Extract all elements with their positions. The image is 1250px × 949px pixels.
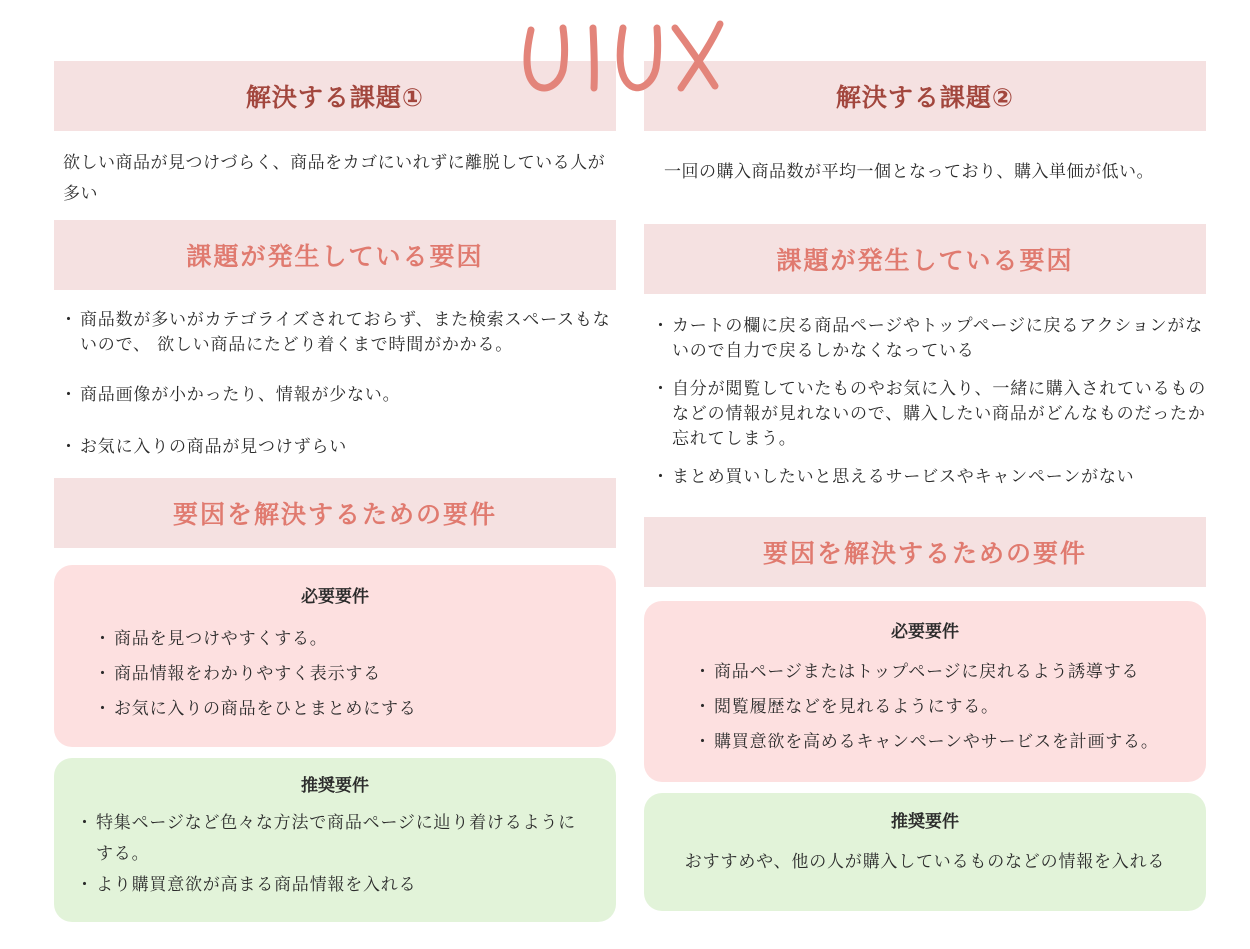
required-item: ・ 商品ページまたはトップページに戻れるよう誘導する [698, 655, 1159, 690]
factor-item: ・ 商品画像が小かったり、情報が少ない。 [64, 383, 612, 408]
required-list [698, 655, 1159, 760]
required-item: ・ 商品を見つけやすくする。 [98, 622, 417, 657]
issue-2-factors-list [656, 314, 1208, 490]
issue-2-title: 解決する課題② [644, 61, 1206, 131]
issue-1-factors-heading: 課題が発生している要因 [54, 220, 616, 290]
issue-2-recommended-box [644, 793, 1206, 911]
issue-1-recommended-box [54, 758, 616, 922]
issue-2-factors-heading: 課題が発生している要因 [644, 224, 1206, 294]
required-title: 必要要件 [891, 622, 959, 642]
factor-item: ・ 自分が閲覧していたものやお気に入り、一緒に購入されているものなどの情報が見れないので、購入したい商品がどんなものだったか忘れてしまう。 [656, 377, 1208, 452]
issue-1-description: 欲しい商品が見つけづらく、商品をカゴにいれずに離脱している人が多い [63, 153, 606, 204]
issue-1-requirements-heading: 要因を解決するための要件 [54, 478, 616, 548]
issue-1-title: 解決する課題① [54, 61, 616, 131]
factor-item: ・ お気に入りの商品が見つけずらい [64, 435, 612, 460]
recommended-title: 推奨要件 [891, 812, 959, 832]
factor-item: ・ まとめ買いしたいと思えるサービスやキャンペーンがない [656, 465, 1208, 490]
issue-1-factors-list [64, 308, 612, 460]
recommended-text: おすすめや、他の人が購入しているものなどの情報を入れる [684, 852, 1166, 872]
required-list [98, 622, 417, 727]
required-item: ・ 閲覧履歴などを見れるようにする。 [698, 690, 1159, 725]
required-item: ・ お気に入りの商品をひとまとめにする [98, 692, 417, 727]
factor-item: ・ カートの欄に戻る商品ページやトップページに戻るアクションがないので自力で戻るしかなくなっている [656, 314, 1208, 364]
issue-2-requirements-heading: 要因を解決するための要件 [644, 517, 1206, 587]
factor-item: ・ 商品数が多いがカテゴライズされておらず、また検索スペースもないので、 欲しい商品にたどり着くまで時間がかかる。 [64, 308, 612, 358]
issue-1-required-box [54, 565, 616, 747]
required-title: 必要要件 [301, 587, 369, 607]
recommended-list [80, 808, 590, 901]
uiux-logo [515, 6, 730, 104]
recommended-item: ・ 特集ページなど色々な方法で商品ページに辿り着けるようにする。 [80, 808, 590, 870]
recommended-item: ・ より購買意欲が高まる商品情報を入れる [80, 870, 590, 901]
recommended-title: 推奨要件 [301, 776, 369, 796]
issue-2-description: 一回の購入商品数が平均一個となっており、購入単価が低い。 [664, 162, 1154, 182]
required-item: ・ 購買意欲を高めるキャンペーンやサービスを計画する。 [698, 725, 1159, 760]
required-item: ・ 商品情報をわかりやすく表示する [98, 657, 417, 692]
issue-2-required-box [644, 601, 1206, 782]
